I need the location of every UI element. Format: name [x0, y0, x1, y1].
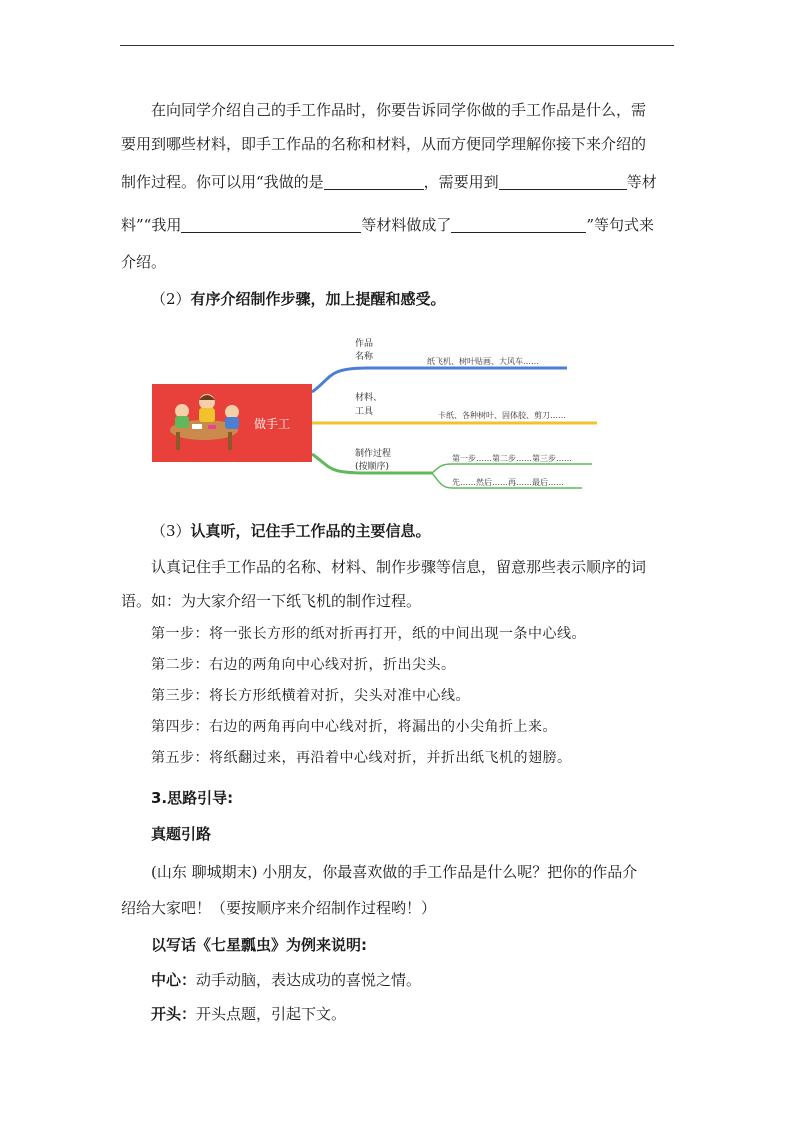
step-item: 第三步：将长方形纸横着对折，尖头对准中心线。 [151, 688, 470, 704]
section-3-text-1: 认真记住手工作品的名称、材料、制作步骤等信息，留意那些表示顺序的词 [151, 558, 647, 576]
line-label: 中心： [151, 971, 197, 989]
section-title: 认真听，记住手工作品的主要信息。 [190, 522, 431, 540]
intro-text: 料”“我用 [121, 216, 182, 234]
step-item: 第一步：将一张长方形的纸对折再打开，纸的中间出现一条中心线。 [151, 626, 586, 642]
branch-label-name-1: 作品 [355, 339, 374, 349]
section-3-heading [151, 521, 704, 541]
step-item: 第二步：右边的两角向中心线对折，折出尖头。 [151, 657, 456, 673]
intro-text: 制作过程。你可以用“我做的是 [121, 173, 324, 191]
branch-label-process-1: 制作过程 [355, 449, 392, 459]
branch-text-process-2: 先……然后……再……最后…… [452, 478, 564, 487]
branch-text-materials: 卡纸、各种树叶、固体胶、剪刀…… [438, 411, 566, 420]
line-label: 开头： [151, 1005, 197, 1023]
intro-line-4 [121, 215, 674, 235]
section-3-text-2: 语。如：为大家介绍一下纸飞机的制作过程。 [121, 592, 422, 610]
intro-text: 等材料做成了 [361, 216, 452, 234]
branch-sub-line-1 [432, 464, 592, 473]
intro-text: ，需要用到 [423, 173, 499, 191]
intro-line-1: 在向同学介绍自己的手工作品时，你要告诉同学你做的手工作品是什么，需 [151, 101, 647, 119]
branch-text-process-1: 第一步……第二步……第三步…… [452, 454, 572, 463]
example-heading: 以写话《七星瓢虫》为例来说明: [151, 936, 368, 954]
exam-text-2: 绍给大家吧！（要按顺序来介绍制作过程哟！） [121, 899, 437, 917]
section-2-heading [151, 289, 704, 309]
branch-label-name-2: 名称 [355, 352, 374, 362]
fill-blank [499, 173, 627, 190]
step-item: 第四步：右边的两角再向中心线对折，将漏出的小尖角折上来。 [151, 719, 557, 735]
fill-blank [324, 173, 424, 190]
center-label: 做手工 [254, 417, 291, 431]
exam-text-1: (山东 聊城期末) 小朋友，你最喜欢做的手工作品是什么呢？把你的作品介 [151, 863, 638, 881]
intro-line-2: 要用到哪些材料，即手工作品的名称和材料，从而方便同学理解你接下来介绍的 [121, 135, 647, 153]
header-rule [120, 45, 674, 46]
branch-label-process-2: (按顺序) [355, 462, 390, 472]
section-title: 有序介绍制作步骤，加上提醒和感受。 [190, 290, 446, 308]
intro-text: 等材 [626, 173, 657, 191]
center-idea-line [151, 970, 704, 990]
branch-label-materials-1: 材料、 [355, 393, 383, 403]
intro-line-3 [121, 172, 674, 192]
opening-line [151, 1004, 704, 1024]
branch-line-name [312, 368, 567, 392]
mind-map [152, 328, 602, 498]
fill-blank [451, 216, 586, 233]
line-text: 开头点题，引起下文。 [196, 1005, 347, 1023]
branch-label-materials-2: 工具 [355, 407, 374, 417]
intro-text: ”等句式来 [586, 216, 655, 234]
intro-line-5: 介绍。 [121, 253, 167, 271]
subheading-exam: 真题引路 [151, 825, 212, 843]
fill-blank [181, 216, 361, 233]
section-4-heading: 3.思路引导: [151, 789, 234, 807]
section-number: （3） [151, 522, 191, 540]
branch-text-name: 纸飞机、树叶贴画、大风车…… [427, 357, 539, 366]
step-item: 第五步：将纸翻过来，再沿着中心线对折，并折出纸飞机的翅膀。 [151, 750, 572, 766]
section-number: （2） [151, 290, 191, 308]
line-text: 动手动脑，表达成功的喜悦之情。 [196, 971, 422, 989]
